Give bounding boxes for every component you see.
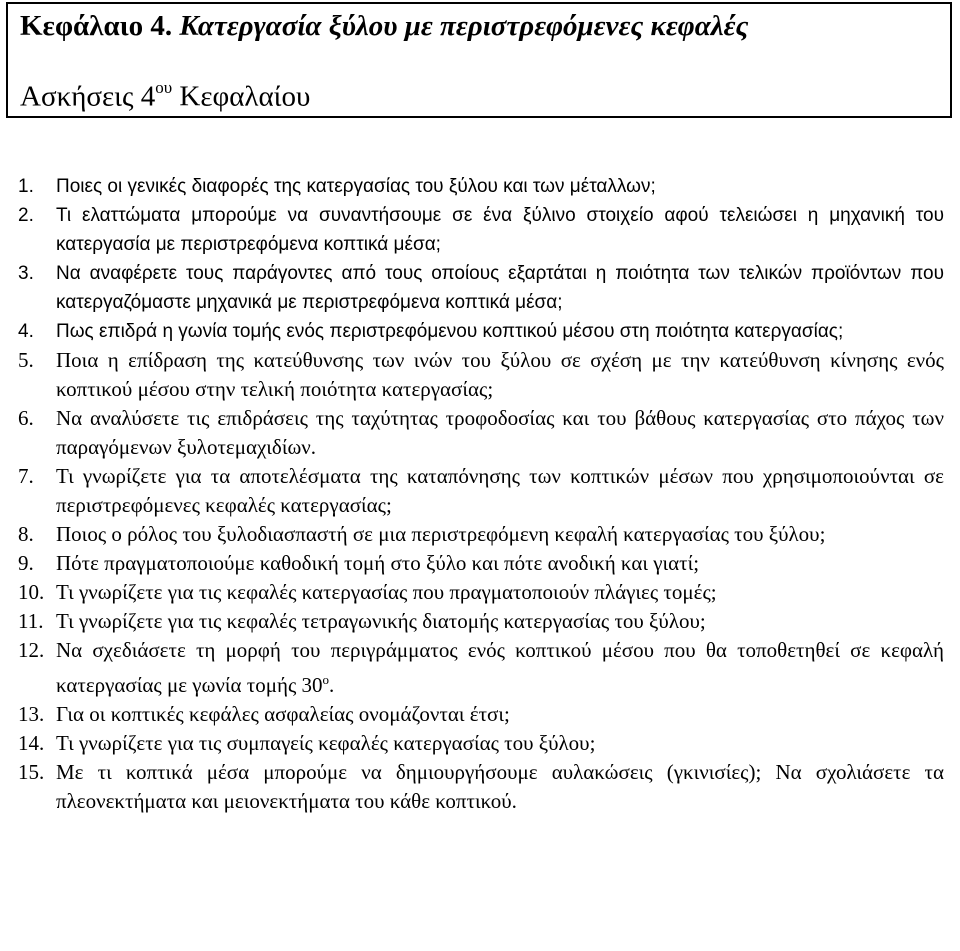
chapter-number: Κεφάλαιο 4. (20, 10, 173, 42)
question-text: Να αναλύσετε τις επιδράσεις της ταχύτητας τροφοδοσίας και του βάθους κατεργασίας στο πάχος των παραγόμενων ξυλοτεμαχιδίων. (56, 406, 944, 459)
question-number: 5. (18, 348, 34, 372)
question-item (18, 636, 944, 700)
question-item (18, 259, 944, 317)
question-text: Τι γνωρίζετε για τις κεφαλές κατεργασίας που πραγματοποιούν πλάγιες τομές; (56, 580, 717, 604)
chapter-title (20, 10, 748, 43)
question-text: Πότε πραγματοποιούμε καθοδική τομή στο ξύλο και πότε ανοδική και γιατί; (56, 551, 700, 575)
question-item (18, 700, 944, 729)
degree-superscript: ο (322, 672, 330, 687)
exercises-title (20, 80, 310, 114)
question-number: 13. (18, 702, 45, 726)
question-text: Με τι κοπτικά μέσα μπορούμε να δημιουργήσουμε αυλακώσεις (γκινισίες); Να σχολιάσετε τα πλεονεκτήματα και μειονεκτήματα του κάθε κοπτικού. (56, 760, 944, 813)
question-number: 4. (18, 321, 34, 342)
question-number: 3. (18, 263, 34, 284)
question-text: Ποιες οι γενικές διαφορές της κατεργασίας του ξύλου και των μέταλλων; (56, 176, 656, 197)
exercises-prefix: Ασκήσεις 4 (20, 80, 156, 113)
question-text: Να αναφέρετε τους παράγοντες από τους οποίους εξαρτάται η ποιότητα των τελικών προϊόντων που κατεργαζόμαστε μηχανικά με περιστρεφόμενα κοπτικά μέσα; (56, 263, 944, 313)
question-text: Τι γνωρίζετε για τα αποτελέσματα της καταπόνησης των κοπτικών μέσων που χρησιμοποιούνται σε περιστρεφόμενες κεφαλές κατεργασίας; (56, 464, 944, 517)
question-text: Να σχεδιάσετε τη μορφή του περιγράμματος ενός κοπτικού μέσου που θα τοποθετηθεί σε κεφαλή κατεργασίας με γωνία τομής 30 (56, 638, 944, 697)
question-item (18, 549, 944, 578)
question-number: 7. (18, 464, 34, 488)
question-number: 9. (18, 551, 34, 575)
question-text: Πως επιδρά η γωνία τομής ενός περιστρεφόμενου κοπτικού μέσου στη ποιότητα κατεργασίας; (56, 321, 844, 342)
question-number: 10. (18, 580, 45, 604)
question-text: Ποιος ο ρόλος του ξυλοδιασπαστή σε μια περιστρεφόμενη κεφαλή κατεργασίας του ξύλου; (56, 522, 826, 546)
question-text: Ποια η επίδραση της κατεύθυνσης των ινών του ξύλου σε σχέση με την κατεύθυνση κίνησης ενός κοπτικού μέσου στην τελική ποιότητα κατεργασίας; (56, 348, 944, 401)
question-item (18, 578, 944, 607)
question-item (18, 758, 944, 816)
exercises-superscript: ου (155, 78, 173, 97)
question-number: 12. (18, 638, 45, 662)
question-item (18, 346, 944, 404)
question-number: 6. (18, 406, 34, 430)
question-number: 2. (18, 205, 34, 226)
question-number: 8. (18, 522, 34, 546)
question-number: 1. (18, 176, 34, 197)
question-item (18, 520, 944, 549)
question-number: 11. (18, 609, 44, 633)
questions-list (18, 172, 944, 816)
question-item (18, 201, 944, 259)
question-item (18, 172, 944, 201)
question-item (18, 317, 944, 346)
question-number: 14. (18, 731, 45, 755)
chapter-header (6, 2, 952, 118)
question-text: Τι γνωρίζετε για τις συμπαγείς κεφαλές κατεργασίας του ξύλου; (56, 731, 596, 755)
chapter-name: Κατεργασία ξύλου με περιστρεφόμενες κεφαλές (179, 10, 749, 42)
question-number: 15. (18, 760, 45, 784)
question-item (18, 462, 944, 520)
question-item (18, 729, 944, 758)
exercises-suffix: Κεφαλαίου (172, 80, 311, 113)
question-item (18, 404, 944, 462)
question-text: Τι γνωρίζετε για τις κεφαλές τετραγωνικής διατομής κατεργασίας του ξύλου; (56, 609, 706, 633)
question-item (18, 607, 944, 636)
question-tail: . (329, 673, 335, 697)
question-text: Τι ελαττώματα μπορούμε να συναντήσουμε σε ένα ξύλινο στοιχείο αφού τελειώσει η μηχανική του κατεργασία με περιστρεφόμενα κοπτικά μέσα; (56, 205, 944, 255)
question-text: Για οι κοπτικές κεφάλες ασφαλείας ονομάζονται έτσι; (56, 702, 510, 726)
